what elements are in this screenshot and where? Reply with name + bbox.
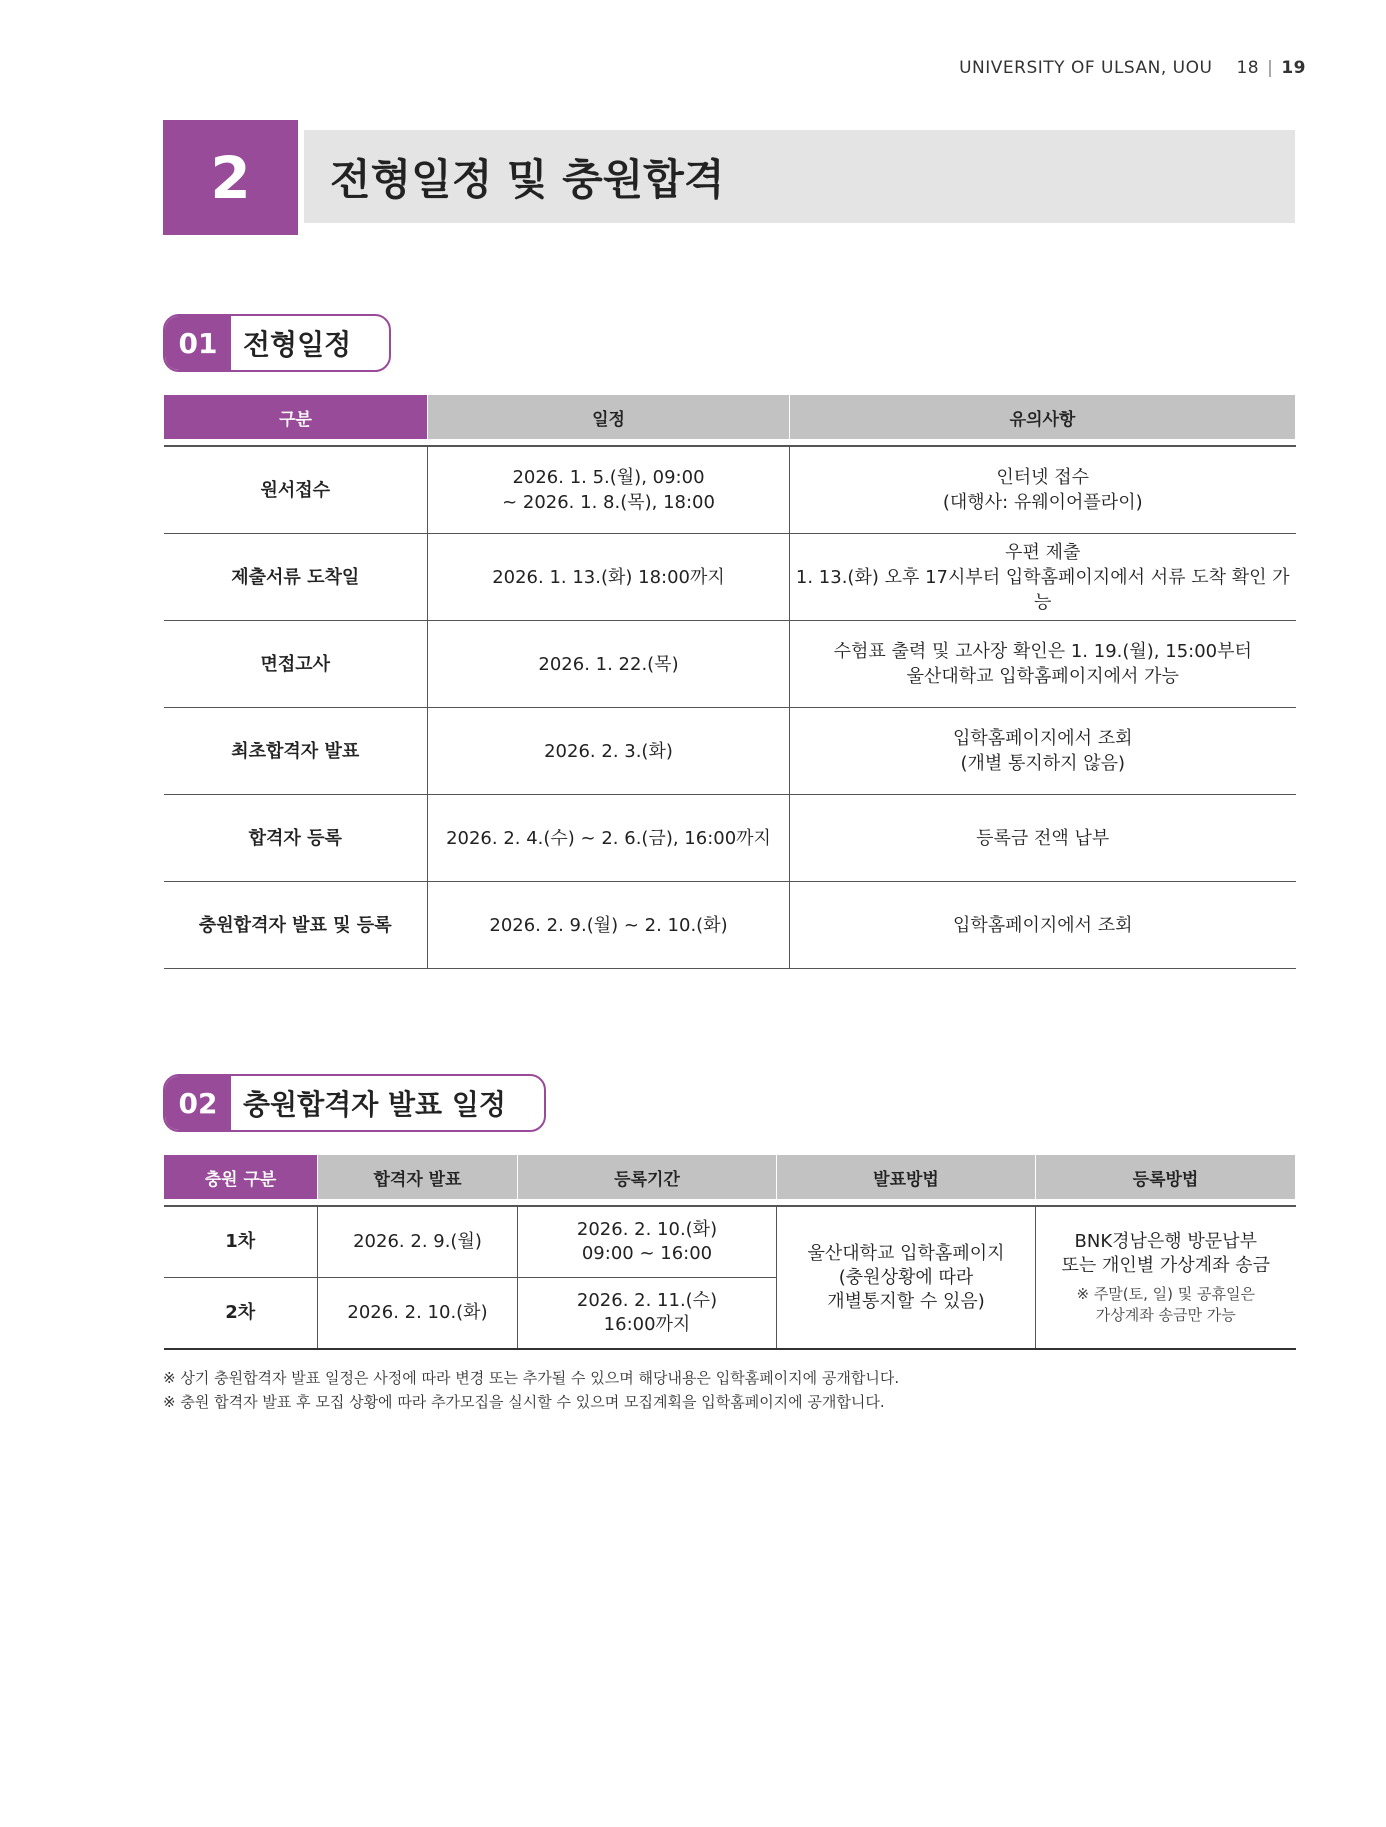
- method-line: (충원상황에 따라: [838, 1266, 974, 1288]
- supplementary-table: [163, 1155, 1296, 1350]
- column-header-schedule: 일정: [428, 395, 790, 439]
- university-name: UNIVERSITY OF ULSAN, UOU: [959, 58, 1213, 78]
- row-schedule: [428, 708, 790, 795]
- row-period: [518, 1278, 777, 1350]
- row-notes: [790, 882, 1296, 969]
- row-label: 제출서류 도착일: [164, 534, 428, 621]
- row-schedule: [428, 882, 790, 969]
- table-row: [164, 708, 1296, 795]
- row-label: 2차: [164, 1278, 318, 1350]
- row-schedule: [428, 621, 790, 708]
- notes-line: 수험표 출력 및 고사장 확인은 1. 19.(월), 15:00부터: [833, 641, 1252, 662]
- notes-line: 인터넷 접수: [996, 467, 1090, 488]
- row-schedule: [428, 795, 790, 882]
- row-period: [518, 1206, 777, 1278]
- table-row: [164, 1206, 1296, 1278]
- schedule-line: ~ 2026. 1. 8.(목), 18:00: [502, 492, 715, 513]
- notes-line: (개별 통지하지 않음): [960, 753, 1126, 774]
- row-label: 1차: [164, 1206, 318, 1278]
- method-line: 울산대학교 입학홈페이지: [807, 1242, 1005, 1264]
- period-line: 09:00 ~ 16:00: [581, 1243, 713, 1264]
- table-row: [164, 882, 1296, 969]
- payment-note-line: 가상계좌 송금만 가능: [1095, 1305, 1236, 1324]
- row-notes: [790, 795, 1296, 882]
- notes-line: 울산대학교 입학홈페이지에서 가능: [906, 666, 1179, 687]
- page-header: [959, 58, 1306, 78]
- schedule-line: 2026. 2. 4.(수) ~ 2. 6.(금), 16:00까지: [446, 827, 771, 849]
- chapter-number: 2: [163, 120, 298, 235]
- row-announce: 2026. 2. 10.(화): [318, 1278, 518, 1350]
- row-label: 원서접수: [164, 446, 428, 534]
- section-1-title: 전형일정: [243, 328, 352, 361]
- column-header-notes: 유의사항: [790, 395, 1296, 439]
- row-schedule: [428, 534, 790, 621]
- schedule-line: 2026. 1. 22.(목): [538, 653, 679, 675]
- column-header-payment: 등록방법: [1036, 1155, 1296, 1199]
- payment-line: BNK경남은행 방문납부: [1074, 1230, 1257, 1252]
- row-label: 면접고사: [164, 621, 428, 708]
- row-announce: 2026. 2. 9.(월): [318, 1206, 518, 1278]
- payment-method: [1036, 1206, 1296, 1349]
- schedule-table: [163, 395, 1296, 969]
- notes-line: 우편 제출: [1005, 541, 1081, 563]
- row-notes: [790, 708, 1296, 795]
- notes-line: 입학홈페이지에서 조회: [952, 728, 1133, 749]
- row-schedule: [428, 446, 790, 534]
- schedule-line: 2026. 2. 3.(화): [544, 740, 673, 762]
- section-2-number: 02: [165, 1076, 231, 1130]
- payment-line: 또는 개인별 가상계좌 송금: [1061, 1254, 1270, 1276]
- period-line: 16:00까지: [603, 1314, 691, 1335]
- page-number-left: 18: [1236, 58, 1260, 78]
- column-header-period: 등록기간: [518, 1155, 777, 1199]
- section-1-number: 01: [165, 316, 231, 370]
- section-1-heading: [163, 314, 391, 372]
- notes-line: 등록금 전액 납부: [976, 827, 1110, 849]
- schedule-line: 2026. 1. 5.(월), 09:00: [512, 467, 705, 488]
- table-row: [164, 795, 1296, 882]
- column-header-announce: 합격자 발표: [318, 1155, 518, 1199]
- section-2-heading: [163, 1074, 546, 1132]
- schedule-line: 2026. 1. 13.(화) 18:00까지: [492, 566, 725, 588]
- row-label: 충원합격자 발표 및 등록: [164, 882, 428, 969]
- announce-method: [777, 1206, 1036, 1349]
- footnotes: [163, 1366, 1295, 1414]
- row-notes: [790, 534, 1296, 621]
- column-header-round: 충원 구분: [164, 1155, 318, 1199]
- table-row: [164, 446, 1296, 534]
- row-notes: [790, 621, 1296, 708]
- column-header-method: 발표방법: [777, 1155, 1036, 1199]
- payment-note: [1036, 1284, 1296, 1326]
- notes-line: (대행사: 유웨이어플라이): [942, 492, 1143, 513]
- footnote: ※ 충원 합격자 발표 후 모집 상황에 따라 추가모집을 실시할 수 있으며 모집계획을 입학홈페이지에 공개합니다.: [163, 1393, 885, 1411]
- period-line: 2026. 2. 10.(화): [576, 1219, 718, 1240]
- notes-line: 1. 13.(화) 오후 17시부터 입학홈페이지에서 서류 도착 확인 가능: [795, 566, 1290, 613]
- section-2-title: 충원합격자 발표 일정: [243, 1088, 506, 1121]
- method-line: 개별통지할 수 있음): [827, 1290, 985, 1312]
- payment-note-line: ※ 주말(토, 일) 및 공휴일은: [1076, 1284, 1256, 1303]
- chapter-banner: [163, 120, 1295, 235]
- table-row: [164, 621, 1296, 708]
- period-line: 2026. 2. 11.(수): [576, 1290, 718, 1311]
- page-number-right: 19: [1281, 58, 1306, 78]
- schedule-line: 2026. 2. 9.(월) ~ 2. 10.(화): [489, 914, 728, 936]
- column-header-category: 구분: [164, 395, 428, 439]
- footnote: ※ 상기 충원합격자 발표 일정은 사정에 따라 변경 또는 추가될 수 있으며 해당내용은 입학홈페이지에 공개합니다.: [163, 1369, 900, 1387]
- row-notes: [790, 446, 1296, 534]
- row-label: 최초합격자 발표: [164, 708, 428, 795]
- table-row: [164, 534, 1296, 621]
- row-label: 합격자 등록: [164, 795, 428, 882]
- page-separator: |: [1267, 58, 1274, 78]
- chapter-title: 전형일정 및 충원합격: [304, 130, 1295, 223]
- notes-line: 입학홈페이지에서 조회: [952, 914, 1133, 936]
